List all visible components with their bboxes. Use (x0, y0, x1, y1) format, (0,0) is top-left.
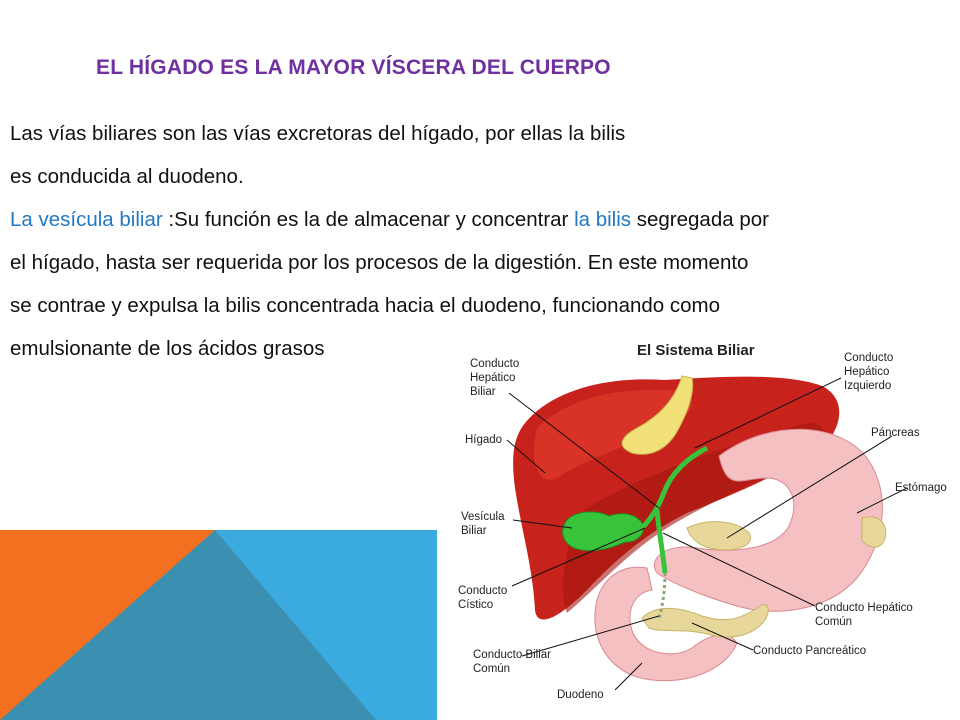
label-estomago: Estómago (895, 482, 947, 494)
paragraph2-text1: :Su función es la de almacenar y concentrar (162, 208, 575, 231)
term-bilis: la bilis (574, 208, 632, 231)
slide-title: EL HÍGADO ES LA MAYOR VÍSCERA DEL CUERPO (96, 56, 611, 79)
label-vesicula: Vesícula Biliar (461, 511, 505, 537)
paragraph2-line1 (10, 198, 955, 241)
label-hepatico-izquierdo: Conducto Hepático Izquierdo (844, 352, 894, 392)
paragraph2-line4: emulsionante de los ácidos grasos (10, 337, 325, 360)
diagram-title: El Sistema Biliar (637, 342, 755, 359)
label-duodeno: Duodeno (557, 689, 604, 701)
biliary-system-diagram (437, 328, 960, 720)
label-hepatico-biliar: Conducto Hepático Biliar (470, 358, 520, 398)
paragraph2-line3: se contrae y expulsa la bilis concentrada hacia el duodeno, funcionando como (10, 294, 720, 317)
label-pancreatico: Conducto Pancreático (753, 645, 867, 657)
label-biliar-comun: Conducto Biliar Común (473, 649, 551, 675)
paragraph1-line1: Las vías biliares son las vías excretoras del hígado, por ellas la bilis (10, 122, 626, 145)
label-hepatico-comun: Conducto Hepático Común (815, 602, 913, 628)
label-cistico: Conducto Cístico (458, 585, 508, 611)
term-vesicula: La vesícula biliar (10, 208, 163, 231)
pancreas-tail-shape (862, 517, 886, 548)
paragraph2-line2: el hígado, hasta ser requerida por los procesos de la digestión. En este momento (10, 251, 749, 274)
paragraph1-line2: es conducida al duodeno. (10, 165, 244, 188)
label-pancreas: Páncreas (871, 427, 920, 439)
pancreas-upper-shape (687, 522, 750, 550)
paragraph2-text2: segregada por (631, 208, 769, 231)
label-higado: Hígado (465, 434, 503, 446)
